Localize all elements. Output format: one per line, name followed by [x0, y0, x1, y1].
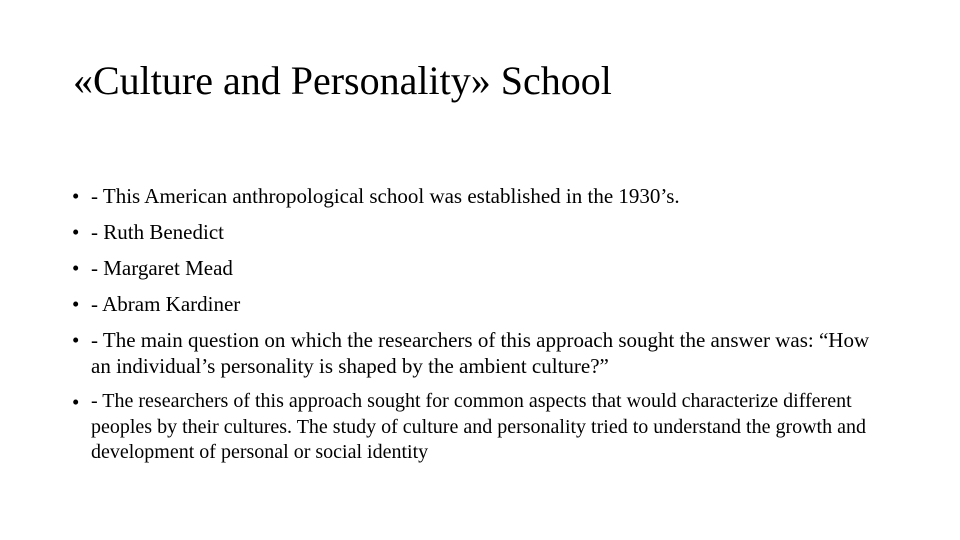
bullet-dot-icon: • [72, 328, 80, 352]
bullet-item [72, 183, 882, 209]
bullet-dot-icon: • [72, 184, 80, 208]
slide-title: «Culture and Personality» School [73, 58, 612, 103]
bullet-text: - Margaret Mead [91, 256, 233, 280]
bullet-item [72, 219, 882, 245]
bullet-item [72, 389, 882, 466]
bullet-text: - The main question on which the researchers of this approach sought the answer was: “How an individual’s personality is shaped by the ambient culture?” [91, 328, 870, 378]
bullet-item [72, 327, 882, 379]
bullet-dot-icon: • [72, 292, 80, 316]
bullet-item [72, 255, 882, 281]
bullet-dot-icon: • [72, 220, 80, 244]
bullet-item [72, 291, 882, 317]
bullet-text: - This American anthropological school was established in the 1930’s. [91, 184, 680, 208]
bullet-text: - The researchers of this approach sought for common aspects that would characterize different peoples by their cultures. The study of culture and personality tried to understand the growth and development of personal or social identity [91, 390, 866, 463]
bullet-text: - Abram Kardiner [91, 292, 241, 316]
bullet-list [72, 183, 882, 476]
bullet-dot-icon: • [72, 256, 80, 280]
bullet-text: - Ruth Benedict [91, 220, 224, 244]
bullet-dot-icon: • [72, 390, 80, 414]
